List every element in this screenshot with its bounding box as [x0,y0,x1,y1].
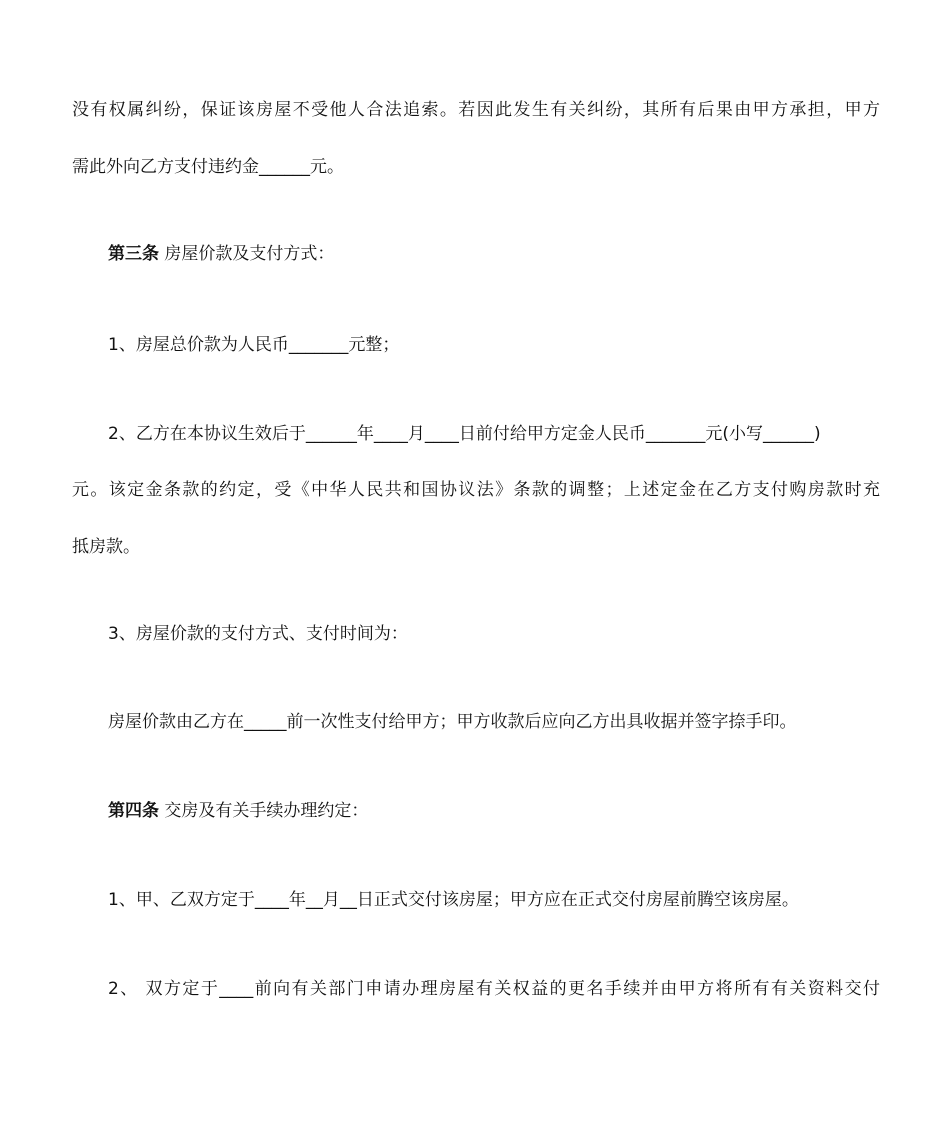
clause-line: 2、乙方在本协议生效后于______年____月____日前付给甲方定金人民币_______元(小写______) [108,424,821,444]
paragraph-line: 抵房款。 [72,537,140,557]
article-heading-4 [108,801,368,821]
article-number: 第四条 [108,801,159,821]
clause-line: 1、房屋总价款为人民币_______元整； [108,335,400,355]
paragraph-line: 需此外向乙方支付违约金______元。 [72,157,344,177]
clause-line: 2、 双方定于____前向有关部门申请办理房屋有关权益的更名手续并由甲方将所有有关资料交付 [108,979,880,999]
paragraph-line: 元。该定金条款的约定，受《中华人民共和国协议法》条款的调整；上述定金在乙方支付购房款时充 [72,480,880,500]
clause-line: 3、房屋价款的支付方式、支付时间为： [108,624,408,644]
paragraph-line: 没有权属纠纷，保证该房屋不受他人合法追索。若因此发生有关纠纷，其所有后果由甲方承担，甲方 [72,100,880,120]
article-title: 房屋价款及支付方式： [164,244,335,264]
clause-line: 1、甲、乙双方定于____年__月__日正式交付该房屋；甲方应在正式交付房屋前腾空该房屋。 [108,890,799,910]
article-title: 交房及有关手续办理约定： [164,801,369,821]
article-number: 第三条 [108,244,159,264]
clause-line: 房屋价款由乙方在_____前一次性支付给甲方；甲方收款后应向乙方出具收据并签字捺手印。 [108,712,797,732]
article-heading-3 [108,244,334,264]
